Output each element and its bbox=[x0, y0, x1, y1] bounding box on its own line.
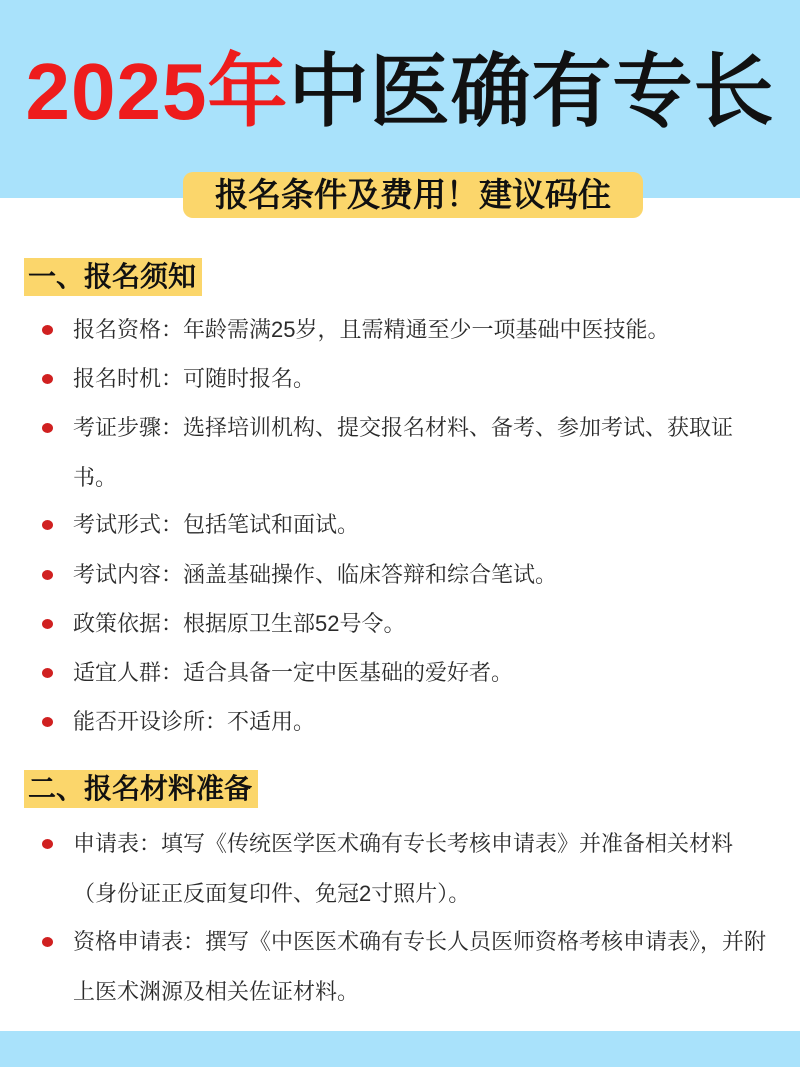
section-heading: 二、报名材料准备 bbox=[24, 770, 258, 808]
list-item-text: 考证步骤：选择培训机构、提交报名材料、备考、参加考试、获取证书。 bbox=[73, 415, 734, 490]
subtitle-badge: 报名条件及费用！建议码住 bbox=[183, 172, 643, 218]
list-item bbox=[73, 403, 773, 503]
bullet-icon bbox=[42, 374, 53, 384]
list-item-text: 考试内容：涵盖基础操作、临床答辩和综合笔试。 bbox=[73, 562, 558, 587]
bullet-icon bbox=[42, 717, 53, 727]
list-item bbox=[73, 648, 773, 698]
list-item-text: 报名时机：可随时报名。 bbox=[73, 366, 316, 391]
title-year: 2025年 bbox=[25, 47, 289, 136]
list-item-text: 报名资格：年龄需满25岁，且需精通至少一项基础中医技能。 bbox=[73, 317, 670, 342]
bullet-icon bbox=[42, 325, 53, 335]
bullet-icon bbox=[42, 668, 53, 678]
list-item-text: 政策依据：根据原卫生部52号令。 bbox=[73, 611, 406, 636]
page-title bbox=[0, 42, 800, 142]
list-item bbox=[73, 550, 773, 600]
list-item-text: 适宜人群：适合具备一定中医基础的爱好者。 bbox=[73, 660, 514, 685]
list-item bbox=[73, 599, 773, 649]
list-item-text: 能否开设诊所：不适用。 bbox=[73, 709, 316, 734]
bullet-icon bbox=[42, 619, 53, 629]
title-text: 中医确有专长 bbox=[288, 47, 775, 136]
bullet-icon bbox=[42, 937, 53, 947]
list-item-text: 考试形式：包括笔试和面试。 bbox=[73, 512, 360, 537]
list-item-text: 申请表：填写《传统医学医术确有专长考核申请表》并准备相关材料（身份证正反面复印件、免冠2寸照片）。 bbox=[73, 831, 734, 906]
bullet-icon bbox=[42, 570, 53, 580]
bullet-icon bbox=[42, 520, 53, 530]
list-item bbox=[73, 819, 773, 919]
list-item bbox=[73, 305, 773, 355]
list-item bbox=[73, 354, 773, 404]
list-item bbox=[73, 697, 773, 747]
list-item bbox=[73, 917, 773, 1017]
footer-band bbox=[0, 1031, 800, 1067]
list-item-text: 资格申请表：撰写《中医医术确有专长人员医师资格考核申请表》，并附上医术渊源及相关佐证材料。 bbox=[73, 929, 767, 1004]
list-item bbox=[73, 500, 773, 550]
bullet-icon bbox=[42, 423, 53, 433]
bullet-icon bbox=[42, 839, 53, 849]
section-heading: 一、报名须知 bbox=[24, 258, 202, 296]
